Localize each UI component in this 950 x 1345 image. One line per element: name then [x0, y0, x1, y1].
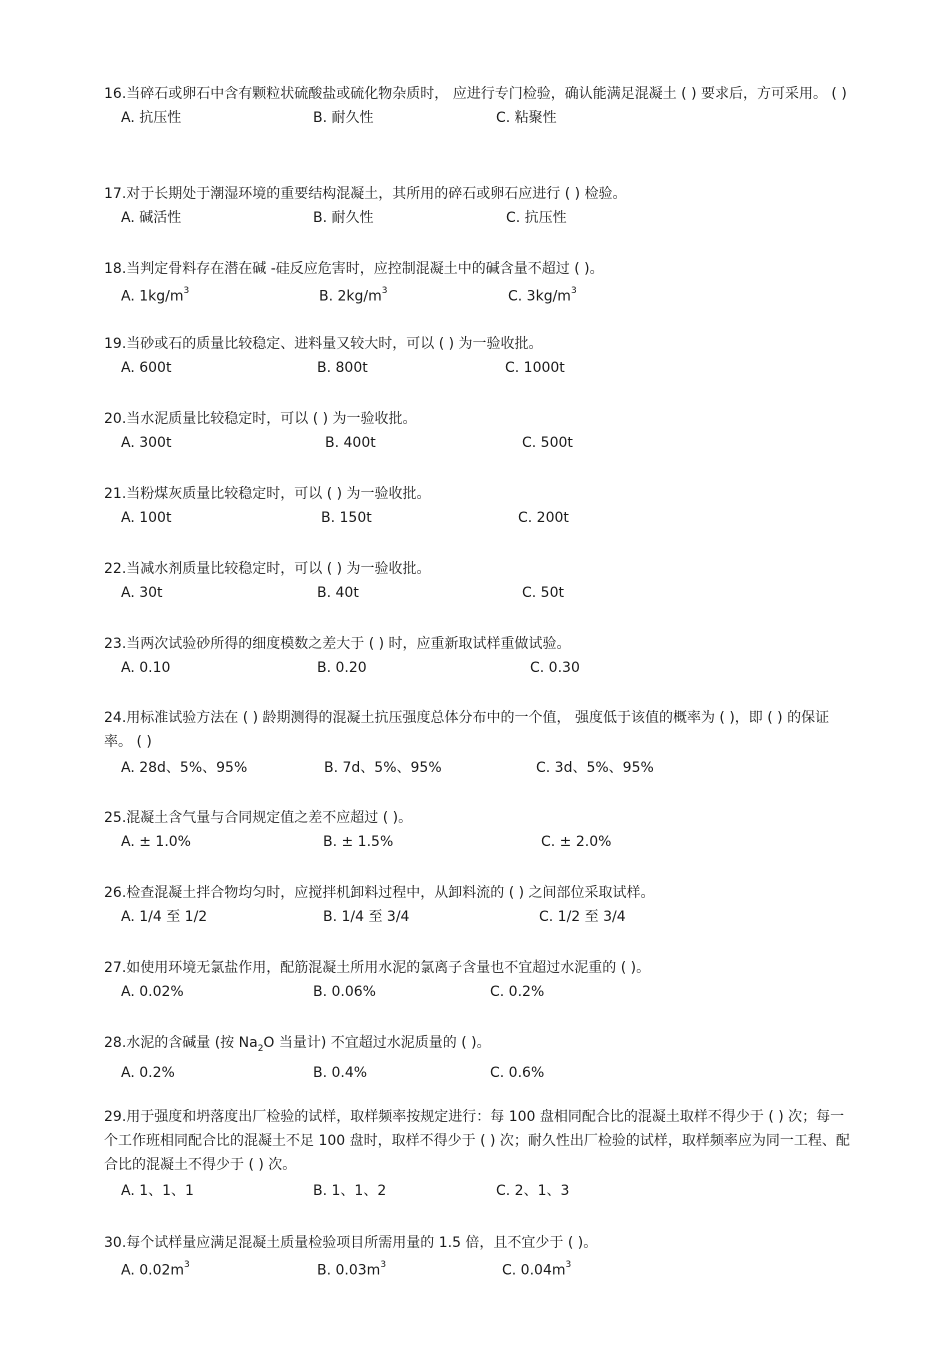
option-a: A. 1/4 至 1/2 — [121, 909, 208, 925]
question-stem: 22.当减水剂质量比较稳定时，可以 ( ) 为一验收批。 — [104, 561, 431, 577]
option-c: C. 50t — [522, 585, 564, 601]
option-row — [104, 906, 854, 928]
question-stem: 18.当判定骨料存在潜在碱 -硅反应危害时，应控制混凝土中的碱含量不超过 ( )。 — [104, 261, 604, 277]
question-stem: 23.当两次试验砂所得的细度模数之差大于 ( ) 时，应重新取试样重做试验。 — [104, 636, 571, 652]
question-stem: 28.水泥的含碱量 (按 $Na_2O$ 当量计) 不宜超过水泥质量的 ( )。 — [104, 1035, 491, 1054]
option-row — [104, 507, 854, 529]
option-a: A. 30t — [121, 585, 163, 601]
option-a: A. $1kg/m^3$ — [121, 286, 190, 305]
question-stem: 30.每个试样量应满足混凝土质量检验项目所需用量的 1.5 倍，且不宜少于 ( )。 — [104, 1235, 598, 1251]
option-row — [104, 1180, 854, 1202]
option-row — [104, 831, 854, 853]
option-b: B. 耐久性 — [313, 110, 374, 126]
option-a: A. 28d、5%、95% — [121, 760, 248, 776]
option-a: A. 0.02% — [121, 984, 184, 1000]
option-row — [104, 1256, 854, 1278]
option-c: C. ± 2.0% — [541, 834, 612, 850]
question-stem: 26.检查混凝土拌合物均匀时，应搅拌机卸料过程中，从卸料流的 ( ) 之间部位采取试样。 — [104, 885, 655, 901]
option-c: C. 2、1、3 — [496, 1183, 570, 1199]
question-30 — [104, 1231, 854, 1278]
option-c: C. 粘聚性 — [496, 110, 557, 126]
option-b: B. 0.4% — [313, 1064, 368, 1081]
option-row — [104, 582, 854, 604]
option-c: C. 3d、5%、95% — [536, 760, 654, 776]
option-b: B. $2kg/m^3$ — [319, 286, 388, 305]
option-b: B. 0.20 — [317, 660, 367, 676]
option-a: A. 0.10 — [121, 660, 171, 676]
option-a: A. 1、1、1 — [121, 1183, 194, 1199]
question-22 — [104, 557, 854, 604]
question-stem: 24.用标准试验方法在 ( ) 龄期测得的混凝土抗压强度总体分布中的一个值， 强度低于该值的概率为 ( )，即 ( ) 的保证率。 ( ) — [104, 710, 830, 750]
option-b: B. 0.06% — [313, 984, 376, 1000]
option-c: C. $0.04m^3$ — [502, 1260, 572, 1279]
question-28 — [104, 1031, 854, 1084]
option-c: C. $3kg/m^3$ — [508, 286, 577, 305]
option-row — [104, 357, 854, 379]
question-17 — [104, 182, 854, 229]
option-row — [104, 757, 854, 779]
option-b: B. ± 1.5% — [323, 834, 394, 850]
option-row — [104, 1062, 854, 1084]
option-c: C. 0.2% — [490, 984, 545, 1000]
option-row — [104, 207, 854, 229]
question-23 — [104, 632, 854, 679]
option-c: C. 0.6% — [490, 1064, 545, 1081]
option-c: C. 1/2 至 3/4 — [539, 909, 626, 925]
question-19 — [104, 332, 854, 379]
option-a: A. ± 1.0% — [121, 834, 191, 850]
option-a: A. 碱活性 — [121, 210, 182, 226]
option-c: C. 500t — [522, 435, 573, 451]
question-27 — [104, 956, 854, 1003]
question-stem: 21.当粉煤灰质量比较稳定时，可以 ( ) 为一验收批。 — [104, 486, 431, 502]
option-a: A. 600t — [121, 360, 172, 376]
option-row — [104, 981, 854, 1003]
question-16 — [104, 82, 854, 129]
option-row — [104, 657, 854, 679]
option-b: B. 耐久性 — [313, 210, 374, 226]
option-row — [104, 432, 854, 454]
question-stem: 29.用于强度和坍落度出厂检验的试样，取样频率按规定进行：每 100 盘相同配合比的混凝土取样不得少于 ( ) 次；每一个工作班相同配合比的混凝土不足 100 盘时，取样不得少于 ( ) 次；耐久性出厂检验的试样，取样频率应为同一工程、配合比的混凝土不得少于 ( ) 次。 — [104, 1109, 850, 1173]
option-a: A. 300t — [121, 435, 172, 451]
option-b: B. 400t — [325, 435, 376, 451]
question-26 — [104, 881, 854, 928]
question-stem: 27.如使用环境无氯盐作用，配筋混凝土所用水泥的氯离子含量也不宜超过水泥重的 ( )。 — [104, 960, 651, 976]
question-stem: 16.当碎石或卵石中含有颗粒状硫酸盐或硫化物杂质时， 应进行专门检验，确认能满足混凝土 ( ) 要求后，方可采用。 ( ) — [104, 86, 847, 102]
question-24 — [104, 706, 854, 779]
option-b: B. 150t — [321, 510, 372, 526]
option-c: C. 0.30 — [530, 660, 580, 676]
option-row — [104, 282, 854, 304]
question-21 — [104, 482, 854, 529]
option-a: A. 0.2% — [121, 1064, 175, 1081]
question-stem: 19.当砂或石的质量比较稳定、进料量又较大时，可以 ( ) 为一验收批。 — [104, 336, 543, 352]
question-18 — [104, 257, 854, 304]
question-20 — [104, 407, 854, 454]
option-b: B. 1、1、2 — [313, 1183, 387, 1199]
option-c: C. 抗压性 — [506, 210, 567, 226]
option-b: B. $0.03m^3$ — [317, 1260, 387, 1279]
question-25 — [104, 806, 854, 853]
option-c: C. 1000t — [505, 360, 565, 376]
option-b: B. 7d、5%、95% — [324, 760, 442, 776]
option-a: A. 抗压性 — [121, 110, 182, 126]
option-a: A. 100t — [121, 510, 172, 526]
option-c: C. 200t — [518, 510, 569, 526]
question-stem: 25.混凝土含气量与合同规定值之差不应超过 ( )。 — [104, 810, 413, 826]
option-b: B. 1/4 至 3/4 — [323, 909, 410, 925]
question-stem: 20.当水泥质量比较稳定时，可以 ( ) 为一验收批。 — [104, 411, 417, 427]
question-stem: 17.对于长期处于潮湿环境的重要结构混凝土，其所用的碎石或卵石应进行 ( ) 检验。 — [104, 186, 627, 202]
option-b: B. 800t — [317, 360, 368, 376]
option-a: A. $0.02m^3$ — [121, 1260, 190, 1279]
option-b: B. 40t — [317, 585, 359, 601]
option-row — [104, 107, 854, 129]
question-29 — [104, 1105, 854, 1202]
